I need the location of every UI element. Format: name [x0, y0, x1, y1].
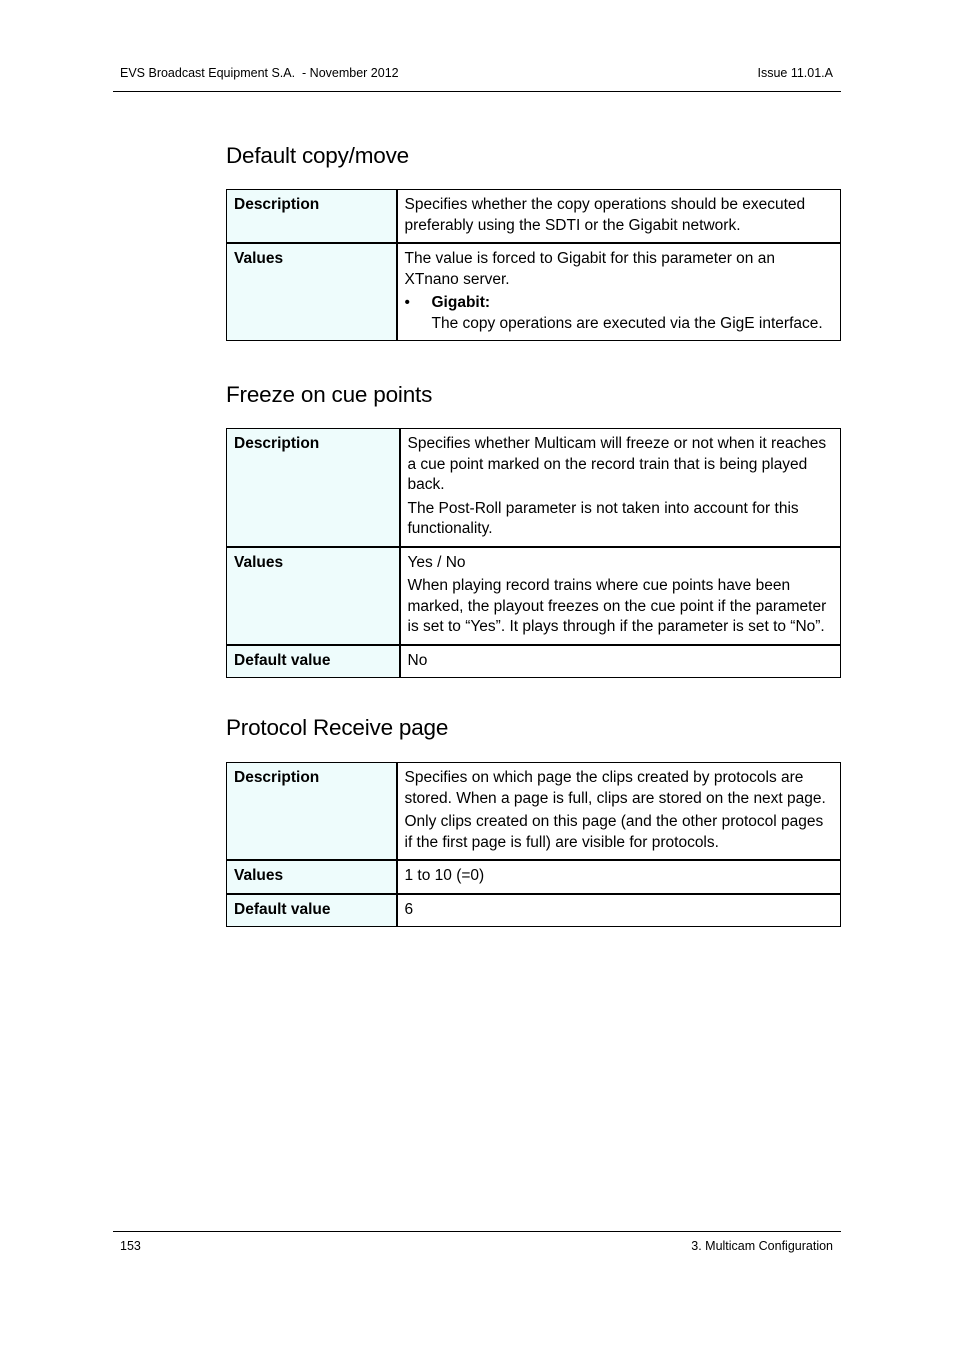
bullet-item: [405, 293, 834, 314]
row-content: [400, 547, 841, 645]
section-title-default-copy-move: Default copy/move: [226, 143, 409, 168]
row-label: Values: [227, 860, 397, 894]
paragraph: Specifies on which page the clips created by protocols are stored. When a page is full, clips are stored on the next page.: [404, 769, 826, 807]
paragraph: 6: [404, 900, 414, 918]
row-label: Values: [227, 547, 400, 645]
table-row: [227, 547, 841, 645]
paragraph: Yes / No: [407, 553, 466, 571]
row-content: [400, 429, 841, 547]
row-label: Default value: [227, 894, 397, 927]
table-row: [227, 894, 841, 927]
row-content: [397, 763, 841, 861]
paragraph: 1 to 10 (=0): [404, 867, 485, 884]
bullet-description: The copy operations are executed via the GigE interface.: [431, 314, 823, 332]
page-footer: [113, 1231, 841, 1253]
param-table-default-copy-move: [226, 189, 841, 341]
paragraph: Specifies whether the copy operations should be executed preferably using the SDTI or the Gigabit network.: [404, 196, 806, 234]
header-issue: Issue 11.01.A: [757, 66, 833, 80]
param-table-freeze-on-cue-points: [226, 428, 841, 678]
row-label: Values: [227, 243, 397, 341]
table-row: [227, 860, 841, 894]
row-label: Description: [227, 429, 400, 547]
header-company-date: EVS Broadcast Equipment S.A. - November 2012: [120, 66, 399, 80]
page-header: [113, 66, 841, 92]
paragraph: The value is forced to Gigabit for this parameter on an XTnano server.: [404, 250, 775, 288]
page-number: 153: [120, 1239, 141, 1253]
table-row: [227, 243, 841, 341]
row-content: [397, 190, 841, 244]
table-row: [227, 190, 841, 244]
row-content: [397, 860, 841, 894]
paragraph: When playing record trains where cue points have been marked, the playout freezes on the cue point if the parameter is set to “Yes”. It plays through if the parameter is set to “No”.: [407, 577, 827, 635]
paragraph: Specifies whether Multicam will freeze or not when it reaches a cue point marked on the record train that is being played back.: [407, 435, 827, 493]
row-label: Default value: [227, 645, 400, 678]
row-content: [400, 645, 841, 678]
row-label: Description: [227, 190, 397, 244]
table-row: [227, 763, 841, 861]
paragraph: Only clips created on this page (and the other protocol pages if the first page is full) are visible for protocols.: [404, 813, 824, 851]
paragraph: No: [407, 651, 428, 669]
bullet-term: Gigabit:: [431, 294, 491, 311]
paragraph: The Post-Roll parameter is not taken into account for this functionality.: [407, 499, 799, 537]
bullet-icon: •: [404, 294, 410, 311]
row-content: [397, 894, 841, 927]
table-row: [227, 429, 841, 547]
section-title-freeze-on-cue-points: Freeze on cue points: [226, 382, 433, 407]
table-row: [227, 645, 841, 678]
row-content: [397, 243, 841, 341]
row-label: Description: [227, 763, 397, 861]
param-table-protocol-receive-page: [226, 762, 841, 927]
footer-chapter: 3. Multicam Configuration: [691, 1239, 833, 1253]
section-title-protocol-receive-page: Protocol Receive page: [226, 715, 449, 740]
